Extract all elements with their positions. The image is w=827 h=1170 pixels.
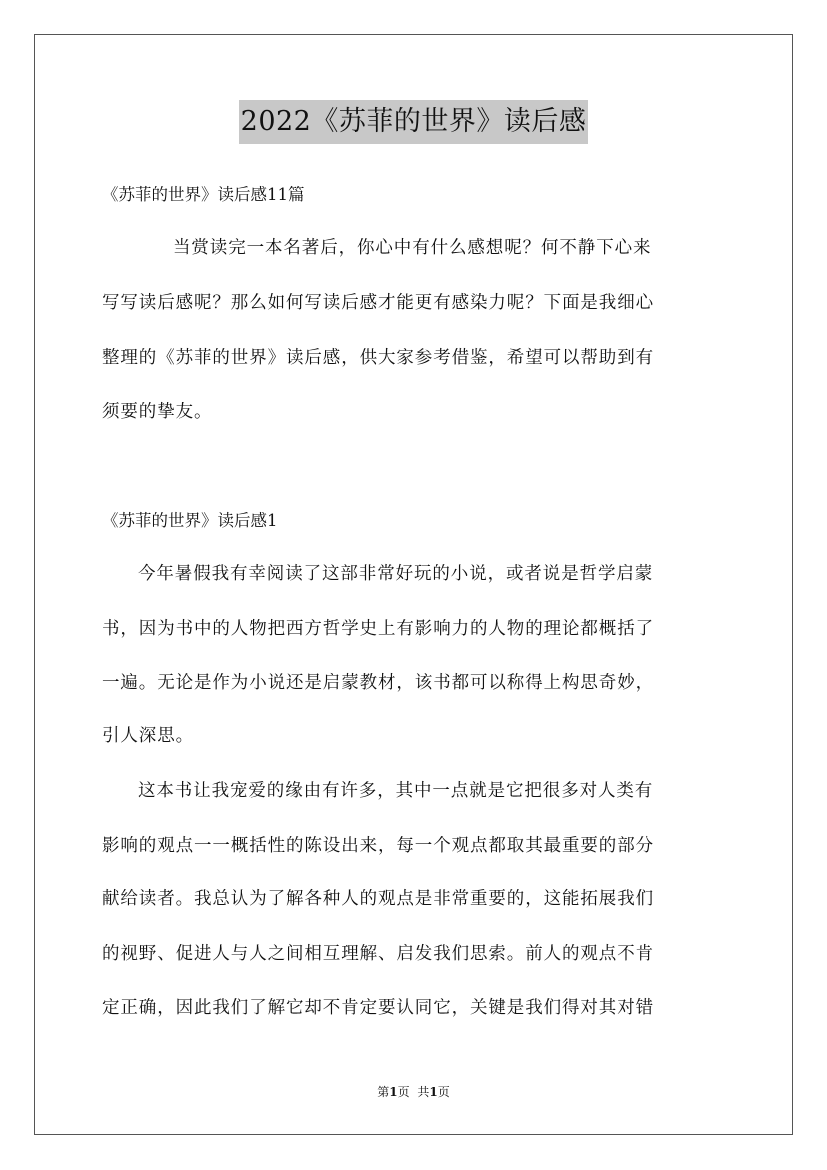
body-line: 献给读者。我总认为了解各种人的观点是非常重要的，这能拓展我们 [102,889,654,909]
intro-line: 当赏读完一本名著后，你心中有什么感想呢？何不静下心来 [173,238,652,258]
title-container [0,100,827,144]
body-line: 定正确，因此我们了解它却不肯定要认同它，关键是我们得对其对错 [102,998,654,1018]
footer-total-number: 1 [429,1085,438,1099]
section-heading-collection: 《苏菲的世界》读后感11篇 [102,185,305,204]
body-line: 这本书让我宠爱的缘由有许多，其中一点就是它把很多对人类有 [138,781,654,801]
footer-total-prefix: 共 [417,1085,430,1099]
footer-page-number: 1 [389,1085,398,1099]
body-line: 引人深思。 [102,726,194,746]
body-line: 书，因为书中的人物把西方哲学史上有影响力的人物的理论都概括了 [102,619,654,639]
footer-total-suffix: 页 [437,1085,450,1099]
intro-line: 写写读后感呢？那么如何写读后感才能更有感染力呢？下面是我细心 [102,293,654,313]
body-line: 一遍。无论是作为小说还是启蒙教材，该书都可以称得上构思奇妙， [102,673,654,693]
intro-line: 整理的《苏菲的世界》读后感，供大家参考借鉴，希望可以帮助到有 [102,348,654,368]
body-line: 今年暑假我有幸阅读了这部非常好玩的小说，或者说是哲学启蒙 [138,564,654,584]
document-title: 2022《苏菲的世界》读后感 [239,100,589,144]
section-heading-essay-1: 《苏菲的世界》读后感1 [102,511,278,530]
footer-page-prefix: 第 [377,1085,390,1099]
page-footer [0,1083,827,1101]
footer-page-suffix: 页 [397,1085,410,1099]
intro-line: 须要的挚友。 [102,402,213,422]
body-line: 影响的观点一一概括性的陈设出来，每一个观点都取其最重要的部分 [102,836,654,856]
body-line: 的视野、促进人与人之间相互理解、启发我们思索。前人的观点不肯 [102,944,654,964]
